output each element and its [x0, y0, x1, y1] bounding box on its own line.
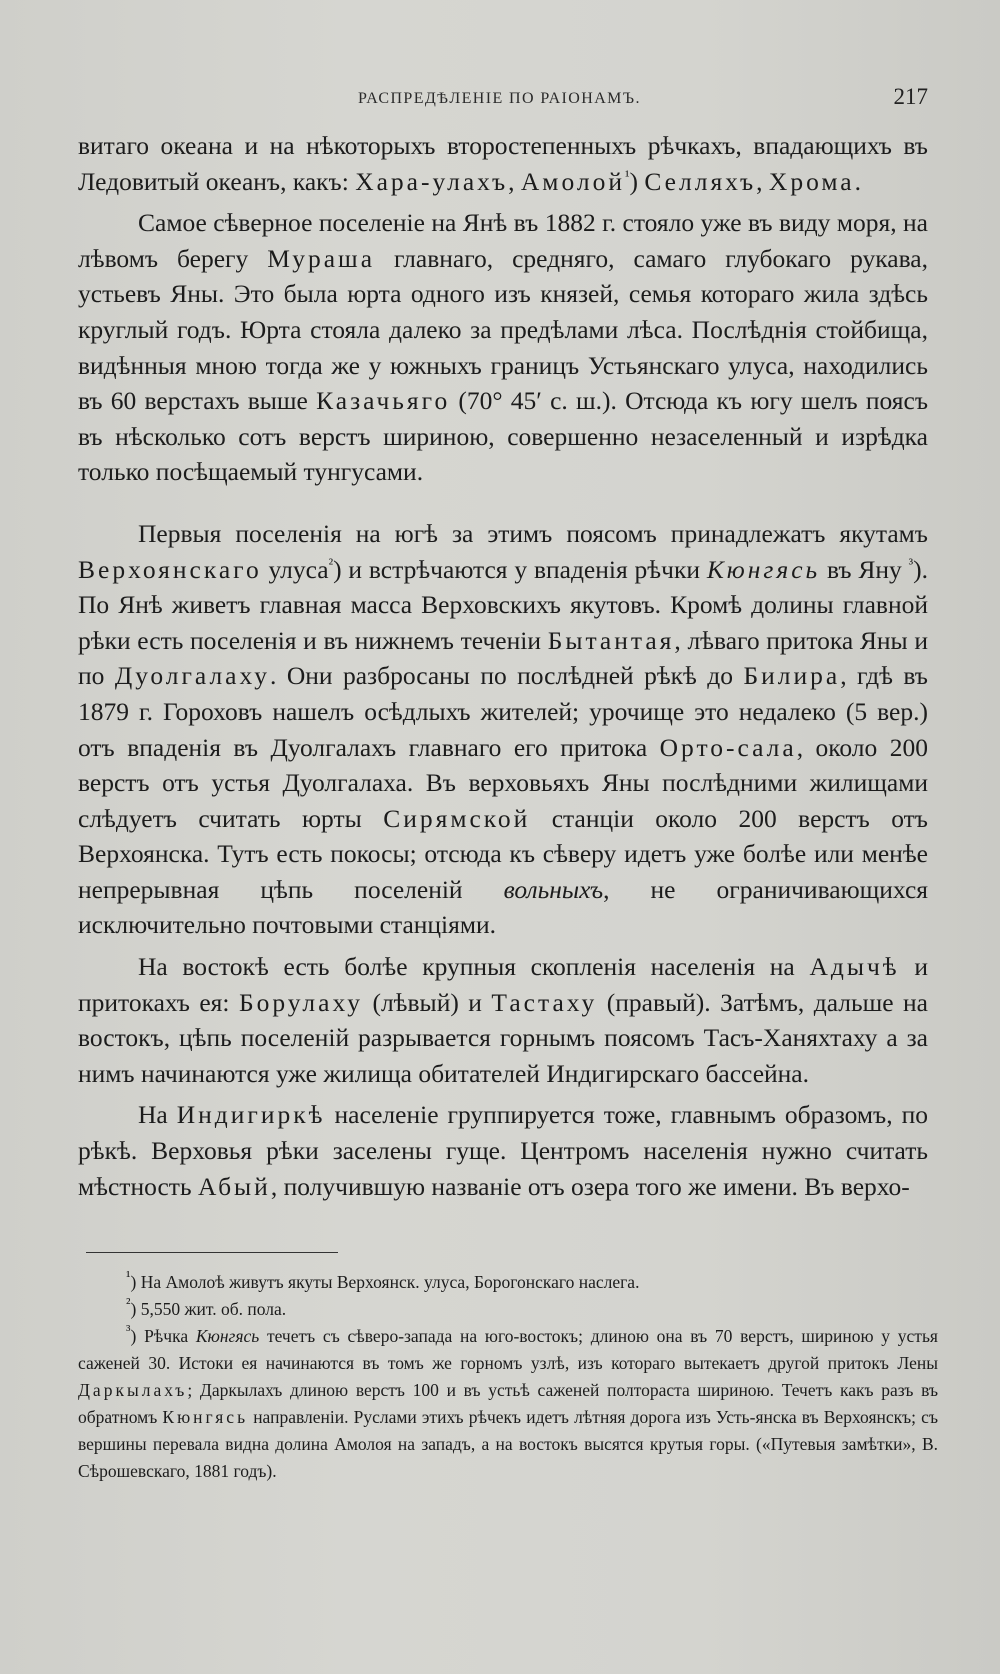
footnote-divider	[86, 1252, 338, 1253]
paragraph-5: На Индигиркѣ населеніе группируется тоже, главнымъ образомъ, по рѣкѣ. Верховья рѣки заселены гуще. Центромъ населенія нужно считать мѣстность Абый, получившую названіе отъ озера того же имени. Въ верхо-	[78, 1100, 928, 1201]
page-number: 217	[893, 84, 928, 109]
footnote-ref-1: ¹	[624, 168, 630, 185]
running-header	[86, 84, 928, 128]
footnote-3: $^{^3}$) Рѣчка Кюнгясь течетъ съ сѣверо-запада на юго-востокъ; длиною она въ 70 верстъ, шириною у устья саженей 30. Истоки ея начинаются въ томъ же горномъ узлѣ, изъ котораго вытекаетъ другой притокъ Лены Даркылахъ; Даркылахъ длиною верстъ 100 и въ устьѣ саженей полтораста шириною. Течетъ какъ разъ въ обратномъ Кюнгясь направленіи. Руслами этихъ рѣчекъ идетъ лѣтняя дорога изъ Усть-янска въ Верхоянскъ; съ вершины перевала видна долина Амолоя на западъ, а на востокъ высятся крутыя горы. («Путевыя замѣтки», В. Сѣрошевскаго, 1881 годъ).	[78, 1323, 938, 1482]
footnote-1: $^{^1}$) На Амолоѣ живутъ якуты Верхоянск. улуса, Борогонскаго наслега.	[126, 1269, 640, 1293]
paragraph-4: На востокѣ есть болѣе крупныя скопленія населенія на Адычѣ и притокахъ ея: Борулаху (лѣвый) и Тастаху (правый). Затѣмъ, дальше на востокъ, цѣпь поселеній разрывается горнымъ поясомъ Тасъ-Ханяхтаху а за нимъ начинаются уже жилища обитателей Индигирскаго бассейна.	[78, 952, 928, 1088]
paragraph-3: Первыя поселенія на югѣ за этимъ поясомъ принадлежатъ якутамъ Верхоянскаго улуса$^{^2}$) и встрѣчаются у впаденія рѣчки Кюнгясь въ Яну $^{^3}$). По Янѣ живетъ главная масса Верховскихъ якутовъ. Кромѣ долины главной рѣки есть поселенія и въ нижнемъ теченіи Бытантая, лѣваго притока Яны и по Дуолгалаху. Они разбросаны по послѣдней рѣкѣ до Билира, гдѣ въ 1879 г. Гороховъ нашелъ осѣдлыхъ жителей; урочище это недалеко (5 вер.) отъ впаденія въ Дуолгалахъ главнаго его притока Орто-сала, около 200 верстъ отъ устья Дуолгалаха. Въ верховьяхъ Яны послѣдними жилищами слѣдуетъ считать юрты Сирямской станціи около 200 верстъ отъ Верхоянска. Тутъ есть покосы; отсюда къ сѣверу идетъ уже болѣе или менѣе непрерывная цѣпь поселеній вольныхъ, не ограничивающихся исключительно почтовыми станціями.	[78, 518, 928, 940]
main-text	[78, 128, 928, 1204]
paragraph-2: Самое сѣверное поселеніе на Янѣ въ 1882 г. стояло уже въ виду моря, на лѣвомъ берегу Мураша главнаго, средняго, самаго глубокаго рукава, устьевъ Яны. Это была юрта одного изъ князей, семья котораго жила здѣсь круглый годъ. Юрта стояла далеко за предѣлами лѣса. Послѣднія стойбища, видѣнныя мною тогда же у южныхъ границъ Устьянскаго улуса, находились въ 60 верстахъ выше Казачьяго (70° 45′ с. ш.). Отсюда къ югу шелъ поясъ въ нѣсколько сотъ верстъ шириною, совершенно незаселенный и изрѣдка только посѣщаемый тунгусами.	[78, 208, 929, 487]
footnote-ref-2: ²	[328, 556, 334, 573]
paragraph-1: витаго океана и на нѣкоторыхъ второстепенныхъ рѣчкахъ, впадающихъ въ Ледовитый океанъ, какъ: Хара-улахъ, Амолой$^{^1}$) Селляхъ, Хрома.	[78, 131, 928, 196]
footnotes	[78, 1269, 938, 1485]
footnote-ref-3: ³	[908, 556, 914, 573]
footnote-2: $^{^2}$) 5,550 жит. об. пола.	[126, 1296, 287, 1320]
running-title: РАСПРЕДѢЛЕНІЕ ПО РАІОНАМЪ.	[358, 90, 641, 107]
